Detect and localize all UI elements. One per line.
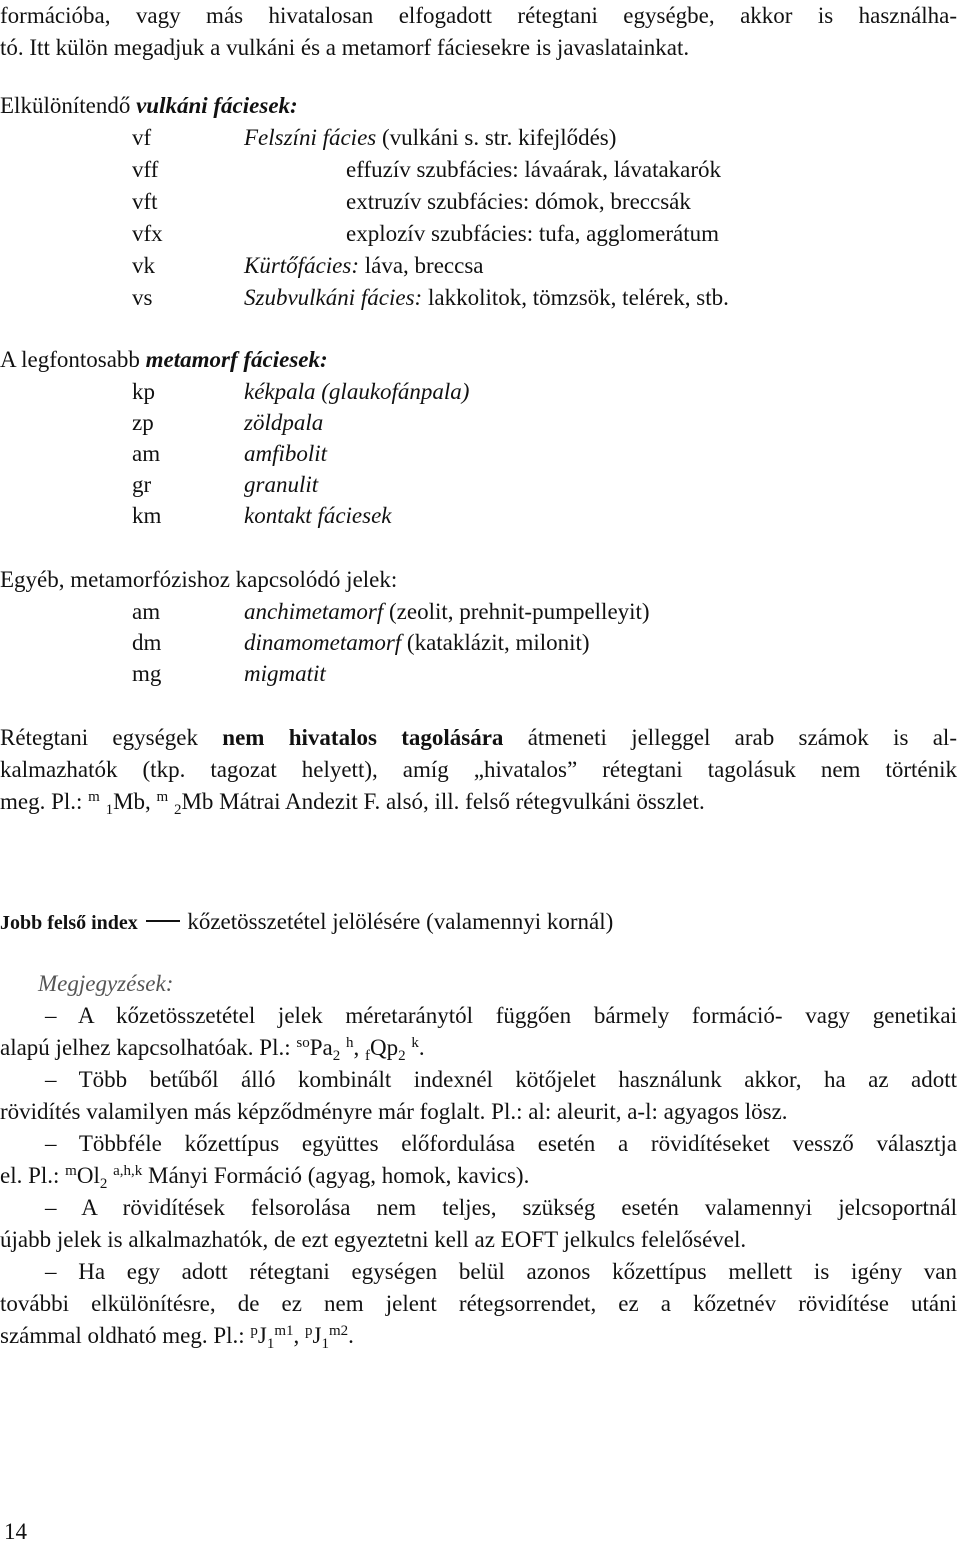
dash-bullet: – [45, 1195, 57, 1220]
facies-code: vf [132, 125, 152, 150]
metamorphic-row [0, 438, 960, 470]
sign-desc: anchimetamorf (zeolit, prehnit-pumpelleyit) [244, 599, 650, 624]
sign-code: mg [132, 661, 162, 686]
other-row [0, 596, 960, 628]
note-2-line-1: – Több betűből álló kombinált indexnél kötőjelet használunk akkor, ha az adott [45, 1067, 957, 1092]
facies-code: zp [132, 410, 154, 435]
facies-desc: amfibolit [244, 441, 328, 466]
em-dash [146, 920, 180, 922]
facies-desc: zöldpala [244, 410, 324, 435]
volcanic-row [0, 186, 960, 218]
sign-code: dm [132, 630, 162, 655]
facies-desc: explozív szubfácies: tufa, agglomerátum [346, 221, 719, 246]
sign-desc: migmatit [244, 661, 326, 686]
facies-desc: Kürtőfácies: láva, breccsa [244, 253, 484, 278]
facies-desc: granulit [244, 472, 319, 497]
notes-heading: Megjegyzések: [38, 971, 174, 996]
dash-bullet: – [45, 1131, 57, 1156]
informal-line-1: Rétegtani egységek nem hivatalos tagolására átmeneti jelleggel arab számok is al- [0, 725, 957, 750]
dash-bullet: – [45, 1259, 57, 1284]
dash-bullet: – [45, 1067, 57, 1092]
facies-code: vk [132, 253, 155, 278]
index-heading: Jobb felső index kőzetösszetétel jelölésére (valamennyi kornál) [0, 909, 614, 934]
note-1-line-2: alapú jelhez kapcsolhatóak. Pl.: $^{so}Pa_2$ $^h$, $_fQp_2$ $^k$. [0, 1035, 425, 1064]
facies-code: gr [132, 472, 152, 497]
note-3-line-2: el. Pl.: $^mOl_2$ $^{a,h,k}$ Mányi Formáció (agyag, homok, kavics). [0, 1163, 530, 1192]
volcanic-row [0, 218, 960, 250]
facies-code: vfx [132, 221, 163, 246]
facies-code: kp [132, 379, 155, 404]
note-3-line-1: – Többféle kőzettípus együttes előfordulása esetén a rövidítéseket vessző választja [45, 1131, 957, 1156]
volcanic-heading: Elkülönítendő vulkáni fáciesek: [0, 93, 298, 118]
facies-code: km [132, 503, 162, 528]
facies-code: vs [132, 285, 153, 310]
note-5-line-1: – Ha egy adott rétegtani egységen belül azonos kőzettípus mellett is igény van [45, 1259, 957, 1284]
volcanic-row [0, 250, 960, 282]
volcanic-row [0, 282, 960, 314]
facies-code: vft [132, 189, 158, 214]
facies-desc: extruzív szubfácies: dómok, breccsák [346, 189, 691, 214]
sign-desc: dinamometamorf (kataklázit, milonit) [244, 630, 590, 655]
facies-desc: kékpala (glaukofánpala) [244, 379, 470, 404]
metamorphic-row [0, 500, 960, 532]
note-4-line-2: újabb jelek is alkalmazhatók, de ezt egyeztetni kell az EOFT jelkulcs felelősével. [0, 1227, 747, 1252]
metamorphic-heading: A legfontosabb metamorf fáciesek: [0, 347, 328, 372]
other-heading: Egyéb, metamorfózishoz kapcsolódó jelek: [0, 567, 398, 592]
intro-line-2: tó. Itt külön megadjuk a vulkáni és a metamorf fáciesekre is javaslatainkat. [0, 35, 690, 60]
informal-line-3: meg. Pl.: $^m$ $_1$Mb, $^m$ $_2$Mb Mátrai Andezit F. alsó, ill. felső rétegvulkáni összlet. [0, 789, 705, 818]
facies-code: am [132, 441, 161, 466]
metamorphic-row [0, 376, 960, 408]
note-5-line-3: számmal oldható meg. Pl.: $^pJ_1^{m1}$, $^pJ_1^{m2}$. [0, 1323, 354, 1352]
facies-desc: Szubvulkáni fácies: lakkolitok, tömzsök, telérek, stb. [244, 285, 729, 310]
volcanic-row [0, 154, 960, 186]
note-5-line-2: további elkülönítésre, de ez nem jelent rétegsorrendet, ez a kőzetnév rövidítése utáni [0, 1291, 957, 1316]
informal-line-2: kalmazhatók (tkp. tagozat helyett), amíg „hivatalos” rétegtani tagolásuk nem történik [0, 757, 957, 782]
facies-desc: kontakt fáciesek [244, 503, 392, 528]
facies-code: vff [132, 157, 159, 182]
note-1-line-1: – A kőzetösszetétel jelek méretaránytól függően bármely formáció- vagy genetikai [45, 1003, 958, 1028]
facies-desc: effuzív szubfácies: lávaárak, lávatakarók [346, 157, 722, 182]
note-4-line-1: – A rövidítések felsorolása nem teljes, szükség esetén valamennyi jelcsoportnál [45, 1195, 957, 1220]
note-2-line-2: rövidítés valamilyen más képződményre már foglalt. Pl.: al: aleurit, a-l: agyagos lösz. [0, 1099, 788, 1124]
facies-desc: Felszíni fácies (vulkáni s. str. kifejlődés) [244, 125, 617, 150]
volcanic-row [0, 122, 960, 154]
metamorphic-row [0, 407, 960, 439]
other-row [0, 627, 960, 659]
dash-bullet: – [45, 1003, 57, 1028]
sign-code: am [132, 599, 161, 624]
page-number: 14 [4, 1519, 27, 1544]
other-row [0, 658, 960, 690]
metamorphic-row [0, 469, 960, 501]
intro-line-1: formációba, vagy más hivatalosan elfogadott rétegtani egységbe, akkor is használha- [0, 3, 957, 28]
